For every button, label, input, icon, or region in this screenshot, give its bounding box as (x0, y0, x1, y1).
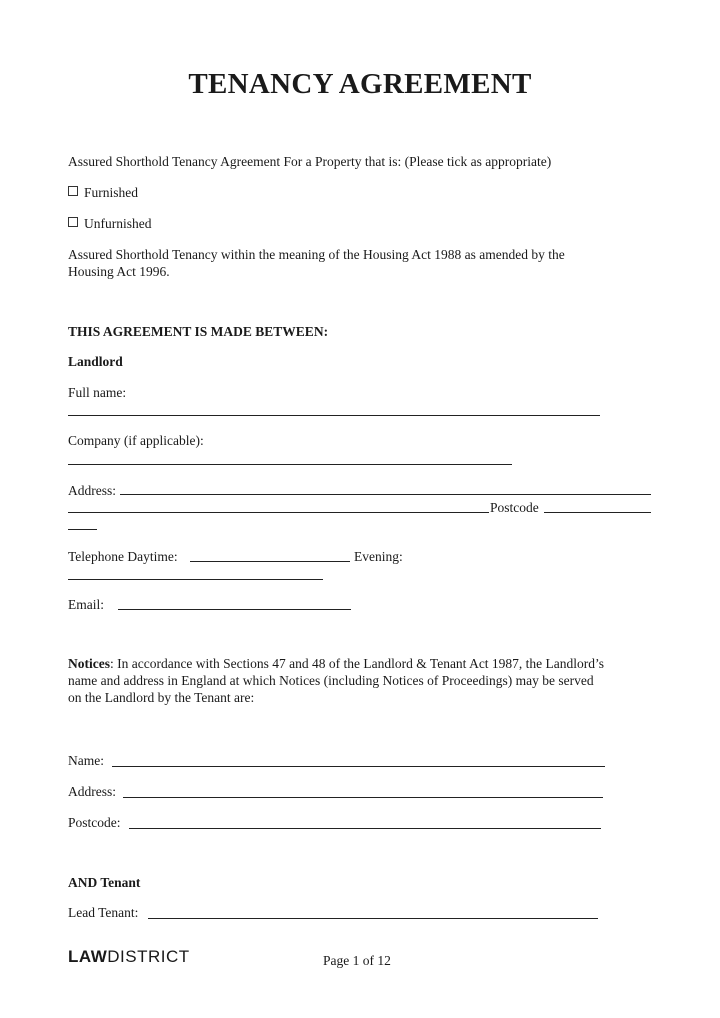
notices-paragraph-line1 (68, 655, 604, 672)
telephone-label: Telephone Daytime: (68, 549, 178, 564)
furnished-label: Furnished (84, 185, 138, 200)
made-between-heading: THIS AGREEMENT IS MADE BETWEEN: (68, 324, 329, 339)
notices-name-field[interactable] (112, 766, 605, 767)
notices-text-line1: : In accordance with Sections 47 and 48 of the Landlord & Tenant Act 1987, the Landlord’s (109, 656, 605, 671)
lawdistrict-logo (68, 947, 190, 967)
tenant-heading: AND Tenant (68, 875, 141, 890)
notices-text-line3: on the Landlord by the Tenant are: (68, 690, 255, 705)
notices-name-label: Name: (68, 753, 104, 768)
notices-postcode-label: Postcode: (68, 815, 121, 830)
postcode-field[interactable] (544, 512, 651, 513)
company-label: Company (if applicable): (68, 433, 204, 448)
lead-tenant-label: Lead Tenant: (68, 905, 139, 920)
telephone-evening-field[interactable] (68, 579, 323, 580)
unfurnished-label: Unfurnished (84, 216, 152, 231)
full-name-label: Full name: (68, 385, 127, 400)
logo-text-law: LAW (68, 947, 108, 966)
evening-label: Evening: (354, 549, 403, 564)
address-field-line2[interactable] (68, 512, 489, 513)
company-field[interactable] (68, 464, 512, 465)
document-title: TENANCY AGREEMENT (188, 68, 532, 100)
notices-heading: Notices (68, 656, 110, 671)
notices-postcode-field[interactable] (129, 828, 601, 829)
address-label: Address: (68, 483, 116, 498)
logo-text-district: DISTRICT (107, 947, 190, 966)
unfurnished-option[interactable] (68, 215, 152, 232)
lead-tenant-field[interactable] (148, 918, 598, 919)
housing-act-text-line1: Assured Shorthold Tenancy within the meaning of the Housing Act 1988 as amended by the (68, 247, 565, 262)
furnished-option[interactable] (68, 184, 138, 201)
notices-address-label: Address: (68, 784, 116, 799)
email-field[interactable] (118, 609, 351, 610)
housing-act-text-line2: Housing Act 1996. (68, 264, 170, 279)
landlord-heading: Landlord (68, 354, 123, 369)
email-label: Email: (68, 597, 104, 612)
page-number: Page 1 of 12 (323, 953, 391, 968)
address-field-line1[interactable] (120, 494, 651, 495)
postcode-label: Postcode (490, 500, 539, 515)
notices-address-field[interactable] (123, 797, 603, 798)
intro-text: Assured Shorthold Tenancy Agreement For a Property that is: (Please tick as appropriate) (68, 154, 552, 169)
notices-text-line2: name and address in England at which Notices (including Notices of Proceedings) may be served (68, 673, 594, 688)
postcode-field-continued[interactable] (68, 529, 97, 530)
furnished-checkbox[interactable] (68, 186, 78, 196)
full-name-field[interactable] (68, 415, 600, 416)
unfurnished-checkbox[interactable] (68, 217, 78, 227)
telephone-daytime-field[interactable] (190, 561, 350, 562)
